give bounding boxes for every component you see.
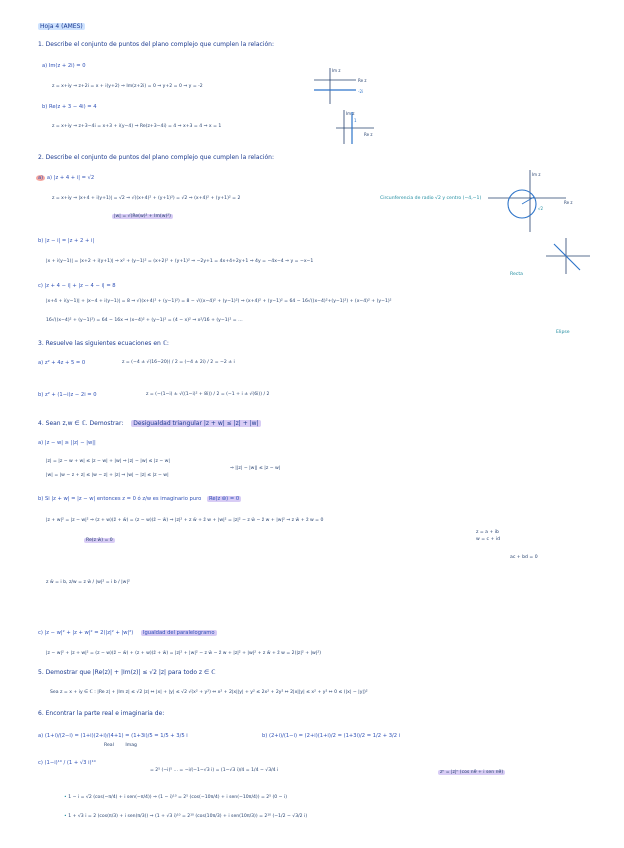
s3-a-work: z = (−4 ± √(16−20)) / 2 = (−4 ± 2i) / 2 = −2 ± i (122, 360, 235, 365)
s2-b-graph (544, 236, 594, 276)
section-5-heading: 5. Demostrar que |Re(z)| + |Im(z)| ≤ √2 |z| para todo z ∈ ℂ (38, 669, 216, 676)
s2-a-marker: a) (38, 175, 44, 181)
s4-b-case-1: z = a + ib (476, 530, 499, 535)
s4-a-work2: |w| = |w − z + z| ≤ |w − z| + |z| ⇒ |w| − |z| ≤ |z − w| (46, 473, 169, 478)
section-6-heading: 6. Encontrar la parte real e imaginaria de: (38, 710, 165, 717)
s4-b-work2 (84, 538, 115, 544)
s3-a-label: a) z² + 4z + 5 = 0 (38, 360, 86, 366)
section-2-heading: 2. Describe el conjunto de puntos del plano complejo que cumplen la relación: (38, 154, 274, 161)
s2-a-graph (486, 168, 576, 234)
s4-b-label-text: b) Si |z + w| = |z − w| entonces z = 0 ó z/w es imaginario puro (38, 496, 202, 502)
s4-b-work3: z w̄ = i b, z/w = z w̄ / |w|² = i b / |w|² (46, 580, 130, 585)
s6-c-formula-text: zⁿ = |z|ⁿ (cos nθ + i sen nθ) (440, 770, 504, 775)
s2-a-mod-text: |w| = √(Re(w)² + Im(w)²) (114, 214, 171, 219)
s6-a-tag-imag: Imag (125, 743, 137, 748)
s6-c-bullet-1-text: 1 − i = √2 (cos(−π/4) + i sen(−π/4)) ⇒ (1 − i)¹⁰ = 2⁵ (cos(−10π/4) + i sen(−10π/4)) = 2⁵ (0 − i) (68, 795, 288, 800)
section-1-heading: 1. Describe el conjunto de puntos del plano complejo que cumplen la relación: (38, 41, 274, 48)
s2-b-label: b) |z − i| = |z + 2 + i| (38, 238, 95, 244)
s2-a-graph-re: Re z (564, 200, 573, 205)
s6-a-tag-real: Real (104, 743, 114, 748)
s2-c-work: |x+4 + i(y−1)| + |x−4 + i(y−1)| = 8 ⇒ √((x+4)² + (y−1)²) = 8 − √((x−4)² + (y−1)²) ⇒ (x+4)² + (y−1)² = 64 − 16√((x−4)²+(y−1)²) + (x−4)² + (y−1)² (46, 299, 392, 304)
section-4-heading (38, 421, 261, 427)
s6-a-tags (104, 743, 137, 749)
s6-c-bullet-1-dot: • (64, 795, 67, 800)
s2-a-label-text: a) |z + 4 + i| = √2 (46, 175, 95, 181)
s6-c-bullet-2-text: 1 + √3 i = 2 (cos(π/3) + i sen(π/3)) ⇒ (1 + √3 i)¹⁰ = 2¹⁰ (cos(10π/3) + i sen(10π/3)) = 2¹⁰ (−1/2 − √3/2 i) (68, 814, 308, 819)
s3-b-label: b) z² + (1−i)z − 2i = 0 (38, 392, 97, 398)
s1-b-label: b) Re(z + 3 − 4i) = 4 (42, 104, 97, 110)
s2-a-note: Circunferencia de radio √2 y centro (−4,−1) (380, 196, 482, 201)
s1-b-graph-re: Re z (364, 132, 373, 137)
s4-a-result: ⇒ ||z| − |w|| ≤ |z − w| (230, 466, 281, 471)
s4-b-work2-text: Re(z w̄) = 0 (86, 538, 113, 543)
s4-b-case-2: w = c + id (476, 537, 501, 542)
s4-c-label-text: c) |z − w|² + |z + w|² = 2(|z|² + |w|²) (38, 630, 134, 636)
s1-a-graph-value: -2i (358, 89, 364, 94)
s4-b-case-3: ac + bd = 0 (510, 555, 538, 560)
s2-a-label (36, 175, 94, 181)
s1-a-graph (312, 66, 372, 106)
s6-c-bullet-1 (64, 795, 287, 801)
s4-heading-highlight: Desigualdad triangular |z + w| ≤ |z| + |w| (133, 420, 259, 427)
s1-a-graph-im: Im z (332, 68, 341, 73)
s1-b-graph-im: Im z (346, 111, 355, 116)
s2-c-note: Elipse (556, 330, 570, 335)
s5-work: Sea z = x + iy ∈ ℂ : |Re z| + |Im z| ≤ √2 |z| ⇔ |x| + |y| ≤ √2 √(x² + y²) ⇔ x² + 2|x||y| + y² ≤ 2x² + 2y² ⇔ 2|x||y| ≤ x² + y² ⇔ 0 ≤ (|x| − |y|)² (50, 690, 368, 695)
s2-c-work2: 16√((x−4)² + (y−1)²) = 64 − 16x ⇒ (x−4)² + (y−1)² = (4 − x)² ⇒ x²/16 + (y−1)² = … (46, 318, 243, 323)
s2-a-work: z = x+iy ⇒ |x+4 + i(y+1)| = √2 ⇒ √((x+4)² + (y+1)²) = √2 ⇒ (x+4)² + (y+1)² = 2 (52, 196, 241, 201)
s1-a-graph-re: Re z (358, 78, 367, 83)
s1-a-label: a) Im(z + 2i) = 0 (42, 63, 86, 69)
s2-b-note: Recta (510, 272, 523, 277)
s1-b-graph-value: 1 (354, 118, 357, 123)
s6-c-bullet-2 (64, 814, 307, 820)
s2-b-work: |x + i(y−1)| = |x+2 + i(y+1)| ⇒ x² + (y−1)² = (x+2)² + (y+1)² ⇒ −2y+1 = 4x+4+2y+1 ⇒ 4y = −4x−4 ⇒ y = −x−1 (46, 259, 314, 264)
s2-a-graph-radius: √2 (538, 206, 544, 211)
s6-a-label: a) (1+i)/(2−i) = (1+i)(2+i)/(4+1) = (1+3i)/5 = 1/5 + 3/5 i (38, 733, 188, 739)
s6-c-label: c) (1−i)¹⁰ / (1 + √3 i)¹⁰ (38, 760, 96, 766)
s4-c-label (38, 630, 217, 636)
s4-heading-text: 4. Sean z,w ∈ ℂ. Demostrar: (38, 420, 124, 427)
s1-a-work: z = x+iy ⇒ z+2i = x + i(y+2) ⇒ Im(z+2i) = 0 ⇒ y+2 = 0 ⇒ y = -2 (52, 84, 203, 89)
s6-b-label: b) (2+i)/(1−i) = (2+i)(1+i)/2 = (1+3i)/2 = 1/2 + 3/2 i (262, 733, 401, 739)
s4-b-highlight: Re(z w̄) = 0 (208, 496, 240, 502)
s6-c-formula (438, 770, 505, 776)
s4-a-label: a) |z − w| ≥ ||z| − |w|| (38, 440, 96, 446)
s3-b-work: z = (−(1−i) ± √((1−i)² + 8i)) / 2 = (−1 + i ± √(6i)) / 2 (146, 392, 270, 397)
s1-b-graph (334, 108, 384, 148)
s2-a-mod (112, 214, 173, 220)
s4-b-work1: |z + w|² = |z − w|² ⇒ (z + w)(z̄ + w̄) = (z − w)(z̄ − w̄) ⇒ |z|² + z w̄ + z̄ w + |w|² = |z|² − z w̄ − z̄ w + |w|² ⇒ z w̄ + z̄ w = 0 (46, 518, 324, 523)
s6-c-work: = 2⁵ (−i)⁵ ... = −i/(−1−√3 i) = (1−√3 i)/4 = 1/4 − √3/4 i (150, 768, 279, 773)
s1-b-work: z = x+iy ⇒ z+3−4i = x+3 + i(y−4) ⇒ Re(z+3−4i) = 4 ⇒ x+3 = 4 ⇒ x = 1 (52, 124, 222, 129)
s6-c-bullet-2-dot: • (64, 814, 67, 819)
page-title-text: Hoja 4 (AMES) (40, 23, 83, 30)
s4-b-label (38, 496, 241, 502)
s2-c-label: c) |z + 4 − i| + |z − 4 − i| = 8 (38, 283, 116, 289)
s4-c-highlight: Igualdad del paralelogramo (142, 630, 215, 636)
page-title (38, 24, 85, 30)
section-3-heading: 3. Resuelve las siguientes ecuaciones en ℂ: (38, 340, 169, 347)
s2-a-graph-im: Im z (532, 172, 541, 177)
s4-c-work: |z − w|² + |z + w|² = (z − w)(z̄ − w̄) + (z + w)(z̄ + w̄) = |z|² + |w|² − z w̄ − z̄ w + |z|² + |w|² + z w̄ + z̄ w = 2(|z|² + |w|²) (46, 651, 321, 656)
s4-a-work1: |z| = |z − w + w| ≤ |z − w| + |w| ⇒ |z| − |w| ≤ |z − w| (46, 459, 170, 464)
